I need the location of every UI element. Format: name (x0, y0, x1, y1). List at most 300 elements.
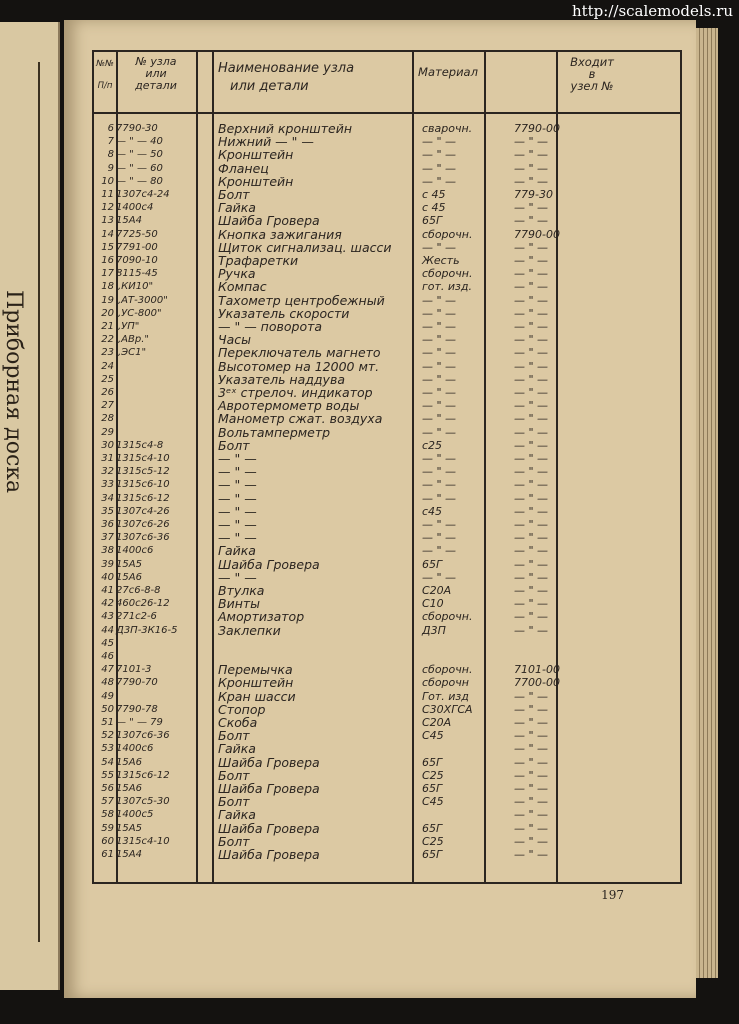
cell-material: 65Г (422, 848, 443, 861)
cell-node: — " — (514, 438, 549, 452)
cell-name: Заклепки (218, 622, 281, 638)
header-code (116, 56, 196, 92)
cell-code: 1315с4-10 (116, 835, 170, 847)
cell-node: — " — (514, 808, 549, 822)
cell-no: 45 (101, 637, 114, 649)
cell-material: С20А (422, 716, 452, 729)
cell-material: — " — (422, 293, 457, 307)
book-page (64, 20, 696, 998)
cell-no: 7 (107, 136, 114, 148)
cell-material: с25 (422, 438, 443, 452)
table-row (94, 756, 680, 769)
table-row (94, 531, 680, 544)
cell-code: 1315с6-12 (116, 492, 170, 504)
table-row (94, 769, 680, 782)
cell-name: — " — (218, 503, 257, 519)
cell-material: — " — (422, 478, 457, 492)
cell-name: Высотомер на 12000 мт. (218, 358, 380, 374)
table-row (94, 148, 680, 161)
cell-no: 41 (101, 585, 114, 596)
cell-node: — " — (514, 267, 549, 281)
cell-node: 7790-00 (514, 227, 560, 241)
cell-name: Болт (218, 767, 250, 783)
cell-node: — " — (514, 452, 549, 465)
cell-node: — " — (514, 782, 549, 795)
cell-node: — " — (514, 386, 549, 399)
cell-code: 1307с6-36 (116, 532, 170, 544)
header-number-line2: П/п (97, 81, 113, 91)
cell-code: 27с6-8-8 (116, 585, 161, 596)
table-row (94, 254, 680, 267)
cell-no: 53 (101, 743, 114, 755)
cell-node: — " — (514, 333, 549, 347)
cell-no: 36 (101, 519, 114, 530)
cell-name: — " — (218, 490, 257, 506)
cell-no: 14 (101, 228, 114, 240)
table-row (94, 716, 680, 729)
cell-name: Гайка (218, 741, 256, 757)
cell-node: — " — (514, 478, 549, 492)
cell-material: — " — (422, 452, 457, 465)
cell-node: — " — (514, 795, 549, 809)
cell-material: — " — (422, 491, 457, 505)
cell-no: 9 (107, 162, 114, 174)
cell-material: — " — (422, 425, 457, 439)
cell-name: Кронштейн (218, 675, 294, 691)
cell-material: гот. изд. (422, 280, 473, 294)
cell-material: сборочн. (422, 610, 473, 624)
cell-name: Скоба (218, 715, 258, 730)
header-material: Материал (418, 65, 478, 79)
header-node-line2: в (588, 67, 596, 81)
cell-no: 44 (101, 624, 114, 636)
cell-name: Шайба Гровера (218, 847, 320, 862)
table-row (94, 267, 680, 280)
cell-material: сборочн. (422, 663, 473, 677)
cell-node: — " — (514, 729, 549, 743)
cell-node: — " — (514, 623, 549, 637)
cell-name: Верхний кронштейн (218, 121, 353, 136)
cell-node: — " — (514, 848, 549, 861)
table-row (94, 412, 680, 425)
table-row (94, 703, 680, 716)
cell-code: „АТ-3000" (116, 294, 168, 306)
cell-code: 7101-3 (116, 664, 152, 676)
cell-name: Гайка (218, 543, 256, 559)
cell-node: — " — (514, 610, 549, 624)
cell-material: — " — (422, 306, 457, 320)
cell-node: — " — (514, 834, 549, 848)
header-code-line2: или (145, 67, 167, 80)
table-row (94, 518, 680, 531)
cell-node: — " — (514, 557, 549, 571)
cell-name: Компас (218, 279, 267, 295)
table-row (94, 452, 680, 465)
cell-no: 26 (101, 387, 114, 398)
cell-code: „ЭС1" (116, 347, 147, 359)
cell-node: — " — (514, 214, 549, 228)
cell-node: — " — (514, 346, 549, 360)
table-row (94, 848, 680, 861)
table-row (94, 188, 680, 201)
cell-material: — " — (422, 518, 457, 531)
cell-name: Манометр сжат. воздуха (218, 411, 383, 427)
cell-no: 25 (101, 373, 114, 385)
cell-no: 21 (101, 321, 114, 332)
cell-no: 52 (101, 730, 114, 742)
cell-no: 43 (101, 611, 114, 623)
cell-code: 15А6 (116, 783, 142, 794)
cell-no: 15 (101, 241, 114, 253)
cell-material: — " — (422, 161, 457, 175)
table-row (94, 465, 680, 478)
cell-node: 7101-00 (514, 663, 560, 677)
header-node-line3: узел № (570, 79, 614, 93)
cell-name: — " — поворота (218, 319, 323, 334)
cell-material: 65Г (422, 557, 443, 571)
cell-code: 1400с4 (116, 202, 154, 214)
table-row (94, 175, 680, 188)
cell-material: — " — (422, 412, 457, 426)
cell-no: 61 (101, 849, 114, 860)
cell-name: Часы (218, 332, 251, 348)
cell-no: 39 (101, 558, 114, 570)
cell-no: 38 (101, 545, 114, 557)
cell-no: 56 (101, 783, 114, 794)
cell-no: 55 (101, 769, 114, 781)
cell-code: — " — 79 (116, 717, 163, 728)
table-row (94, 241, 680, 254)
cell-code: 460с26-12 (116, 598, 170, 610)
cell-node: — " — (514, 148, 549, 162)
cell-no: 33 (101, 479, 114, 491)
cell-no: 37 (101, 532, 114, 544)
cell-no: 40 (101, 571, 114, 583)
cell-name: Перемычка (218, 662, 293, 678)
cell-name: Тахометр центробежный (218, 292, 385, 308)
cell-material: С45 (422, 729, 444, 743)
page-number: 197 (601, 888, 624, 902)
cell-code: 1315с4-10 (116, 453, 170, 464)
cell-code: 1315с6-10 (116, 479, 170, 491)
cell-no: 42 (101, 598, 114, 610)
cell-code: 1307с5-30 (116, 796, 170, 808)
table-row (94, 135, 680, 148)
cell-code: 7790-78 (116, 703, 158, 715)
cell-node: — " — (514, 174, 549, 188)
cell-material: С20А (422, 584, 452, 597)
cell-code: 1315с6-12 (116, 769, 170, 781)
table-row (94, 214, 680, 227)
cell-code: 1307с4-24 (116, 189, 170, 200)
header-rule (94, 112, 680, 114)
cell-name: Болт (218, 728, 250, 744)
cell-no: 54 (101, 756, 114, 768)
cell-material: с45 (422, 504, 443, 518)
cell-code: 1307с4-26 (116, 505, 170, 517)
cell-name: Болт (218, 833, 250, 849)
cell-name: Болт (218, 437, 250, 453)
cell-no: 13 (101, 215, 114, 227)
cell-no: 30 (101, 439, 114, 451)
cell-material: сборочн. (422, 267, 473, 281)
cell-no: 6 (107, 123, 114, 134)
table-row (94, 307, 680, 320)
cell-node: — " — (514, 161, 549, 175)
table-row (94, 505, 680, 518)
cell-no: 50 (101, 703, 114, 715)
cell-node: — " — (514, 254, 549, 267)
cell-code: 7791-00 (116, 241, 158, 253)
table-row (94, 122, 680, 135)
cell-node: — " — (514, 742, 549, 756)
cell-code: 1307с6-36 (116, 730, 170, 742)
cell-node: — " — (514, 716, 549, 729)
cell-material: — " — (422, 372, 457, 386)
cell-name: Кронштейн (218, 173, 294, 189)
cell-material: 65Г (422, 821, 443, 835)
table-row (94, 597, 680, 610)
cell-name: Винты (218, 596, 261, 612)
cell-node: — " — (514, 544, 549, 558)
cell-no: 8 (107, 149, 114, 161)
cell-node: — " — (514, 359, 549, 373)
table-row (94, 584, 680, 597)
table-row (94, 610, 680, 623)
table-row (94, 558, 680, 571)
cell-node: — " — (514, 306, 549, 320)
header-name-line1: Наименование узла (218, 61, 355, 76)
cell-code: 15А5 (116, 822, 142, 834)
table-row (94, 294, 680, 307)
cell-node: — " — (514, 412, 549, 426)
cell-material: — " — (422, 465, 457, 479)
cell-node: — " — (514, 821, 549, 835)
cell-node: — " — (514, 570, 549, 584)
cell-name: — " — (218, 530, 257, 546)
cell-name: Шайба Гровера (218, 213, 320, 229)
cell-material: — " — (422, 333, 457, 347)
table-row (94, 822, 680, 835)
cell-material: — " — (422, 320, 457, 333)
cell-no: 57 (101, 796, 114, 808)
cell-node: 7790-00 (514, 122, 560, 135)
cell-node: — " — (514, 689, 549, 703)
cell-material: — " — (422, 135, 457, 149)
table-row (94, 373, 680, 386)
cell-name: Гайка (218, 807, 256, 823)
cell-material: сборочн (422, 676, 469, 690)
cell-name: Указатель скорости (218, 305, 350, 321)
cell-name: Гайка (218, 200, 256, 216)
cell-node: — " — (514, 584, 549, 597)
cell-code: Д3П-3К16-5 (116, 624, 178, 636)
cell-name: Болт (218, 794, 250, 810)
cell-material: — " — (422, 386, 457, 399)
table-row (94, 333, 680, 346)
cell-name: — " — (218, 517, 257, 532)
cell-material: — " — (422, 544, 457, 558)
table-row (94, 795, 680, 808)
cell-no: 35 (101, 505, 114, 517)
cell-code: 1400с6 (116, 743, 154, 755)
cell-no: 27 (101, 400, 114, 412)
left-page (0, 22, 60, 990)
cell-no: 24 (101, 360, 114, 372)
header-code-line3: детали (135, 79, 177, 92)
header-node-line1: Входит (570, 55, 614, 69)
left-page-vertical-text: Приборная доска (1, 290, 26, 494)
table-row (94, 571, 680, 584)
table-row (94, 729, 680, 742)
table-row (94, 228, 680, 241)
table-row (94, 386, 680, 399)
cell-no: 22 (101, 334, 114, 346)
cell-name: Кнопка зажигания (218, 226, 342, 242)
cell-material: С25 (422, 768, 444, 782)
cell-node: — " — (514, 320, 549, 333)
cell-node: — " — (514, 531, 549, 545)
table-row (94, 624, 680, 637)
cell-code: 7725-50 (116, 228, 158, 240)
cell-material: с 45 (422, 201, 446, 215)
cell-code: — " — 60 (116, 162, 163, 174)
cell-node: — " — (514, 768, 549, 782)
table-row (94, 782, 680, 795)
cell-no: 48 (101, 677, 114, 689)
cell-name: Ручка (218, 266, 256, 282)
cell-code: 1400с5 (116, 809, 154, 821)
cell-no: 47 (101, 664, 114, 676)
cell-no: 23 (101, 347, 114, 359)
cell-node: — " — (514, 399, 549, 413)
table-row (94, 835, 680, 848)
cell-material: — " — (422, 570, 457, 584)
cell-code: 15А6 (116, 756, 142, 768)
cell-name: Шайба Гровера (218, 754, 320, 770)
cell-node: 779-30 (514, 188, 553, 201)
cell-material: 65Г (422, 782, 443, 795)
cell-name: Амортизатор (218, 609, 305, 625)
cell-no: 29 (101, 426, 114, 438)
header-number-line1: №№ (96, 59, 114, 69)
cell-name: — " — (218, 569, 257, 585)
cell-name: Нижний — " — (218, 134, 314, 150)
cell-material: — " — (422, 240, 457, 254)
table-row (94, 426, 680, 439)
cell-material: сборочн. (422, 227, 473, 241)
cell-node: — " — (514, 240, 549, 254)
table-row (94, 544, 680, 557)
page-edges (696, 28, 718, 978)
table-row (94, 201, 680, 214)
cell-code: — " — 50 (116, 149, 163, 161)
cell-node: — " — (514, 201, 549, 215)
cell-node: — " — (514, 597, 549, 611)
cell-name: Кран шасси (218, 688, 296, 704)
cell-material: — " — (422, 174, 457, 188)
cell-node: — " — (514, 372, 549, 386)
cell-code: 1315с5-12 (116, 466, 170, 478)
table-row (94, 399, 680, 412)
cell-code: 1315с4-8 (116, 439, 164, 451)
cell-code: — " — 40 (116, 136, 163, 148)
cell-no: 51 (101, 717, 114, 728)
table-row (94, 492, 680, 505)
header-name (218, 60, 408, 96)
cell-material: Гот. изд (422, 689, 469, 703)
cell-code: 7790-70 (116, 677, 158, 689)
cell-no: 46 (101, 651, 114, 662)
cell-material: — " — (422, 399, 457, 413)
cell-code: „УП" (116, 321, 140, 332)
cell-code: 271с2-6 (116, 611, 157, 623)
cell-node: — " — (514, 702, 549, 716)
header-code-line1: № узла (135, 55, 177, 68)
cell-name: Указатель наддува (218, 371, 345, 387)
cell-material: С30ХГСА (422, 702, 473, 716)
cell-material: — " — (422, 346, 457, 360)
header-name-line2: или детали (230, 79, 309, 94)
table-row (94, 690, 680, 703)
cell-node: — " — (514, 491, 549, 505)
cell-material: с 45 (422, 188, 446, 201)
cell-name: Втулка (218, 583, 265, 598)
cell-name: Фланец (218, 160, 269, 176)
cell-no: 20 (101, 307, 114, 319)
cell-node: — " — (514, 293, 549, 307)
cell-node: — " — (514, 504, 549, 518)
table-row (94, 320, 680, 333)
cell-name: Переключатель магнето (218, 345, 381, 361)
table-row (94, 742, 680, 755)
table-row (94, 478, 680, 491)
cell-code: 7790-30 (116, 123, 158, 134)
table-row (94, 650, 680, 663)
cell-no: 19 (101, 294, 114, 306)
table-row (94, 162, 680, 175)
table-row (94, 808, 680, 821)
cell-name: 3ᵉˣ стрелоч. индикатор (218, 385, 373, 400)
table-row (94, 637, 680, 650)
table-row (94, 676, 680, 689)
cell-node: — " — (514, 518, 549, 531)
cell-material: — " — (422, 359, 457, 373)
cell-no: 58 (101, 809, 114, 821)
parts-table (92, 50, 682, 884)
watermark: http://scalemodels.ru (571, 2, 733, 20)
table-row (94, 280, 680, 293)
cell-material: С10 (422, 597, 444, 611)
table-row (94, 663, 680, 676)
cell-name: Щиток сигнализац. шасси (218, 239, 392, 255)
cell-node: — " — (514, 280, 549, 294)
cell-name: — " — (218, 451, 257, 466)
cell-code: „АВр." (116, 334, 150, 346)
cell-node: — " — (514, 755, 549, 769)
cell-no: 59 (101, 822, 114, 834)
cell-material: 65Г (422, 755, 443, 769)
cell-material: Д3П (422, 623, 446, 637)
cell-code: 8115-45 (116, 268, 158, 280)
cell-no: 34 (101, 492, 114, 504)
cell-code: 1307с6-26 (116, 519, 170, 530)
cell-node: — " — (514, 425, 549, 439)
cell-name: Шайба Гровера (218, 781, 320, 796)
cell-name: Стопор (218, 701, 266, 717)
cell-node: 7700-00 (514, 676, 560, 690)
cell-name: Шайба Гровера (218, 556, 320, 572)
